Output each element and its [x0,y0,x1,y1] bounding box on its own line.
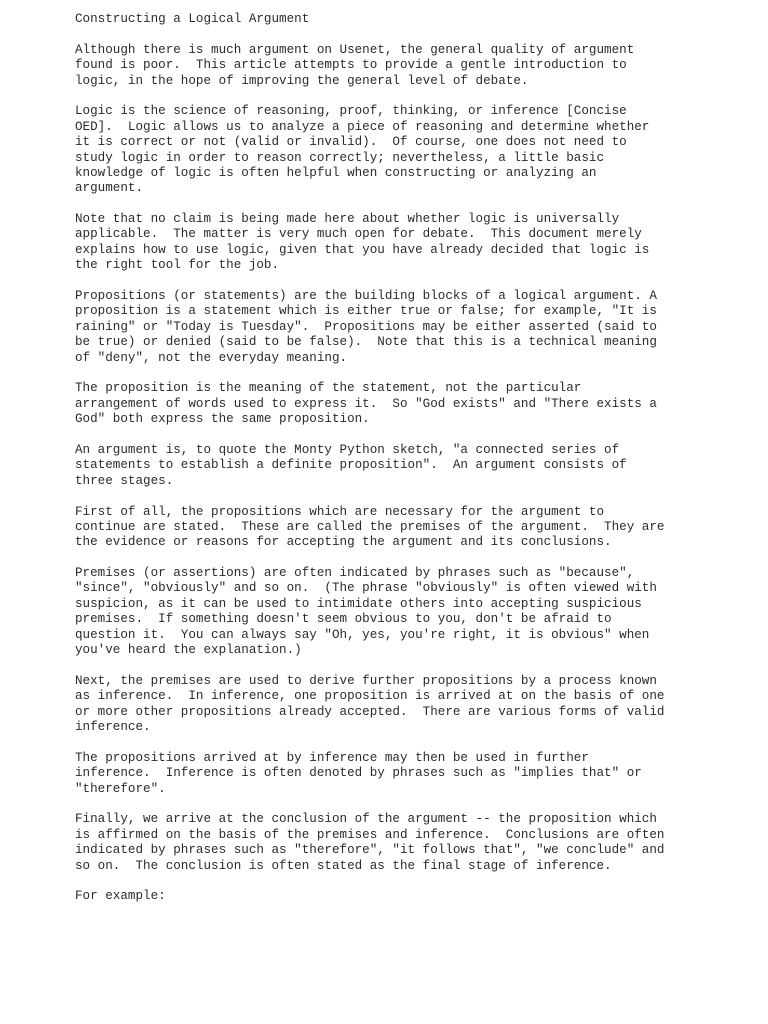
text-line: premises. If something doesn't seem obvious to you, don't be afraid to [75,612,612,627]
document-body [75,43,735,905]
paragraph [75,381,735,427]
paragraph [75,212,735,274]
paragraph [75,43,735,89]
text-line: proposition is a statement which is either true or false; for example, "It is [75,304,657,319]
text-line: of "deny", not the everyday meaning. [75,350,348,365]
text-line: applicable. The matter is very much open for debate. This document merely [75,227,642,242]
paragraph [75,104,735,196]
text-line: Logic is the science of reasoning, proof, thinking, or inference [Concise [75,104,627,119]
text-line: three stages. [75,473,174,488]
text-line: inference. Inference is often denoted by phrases such as "implies that" or [75,766,642,781]
paragraph [75,505,735,551]
paragraph [75,289,735,366]
text-line: continue are stated. These are called the premises of the argument. They are [75,519,665,534]
text-line: is affirmed on the basis of the premises and inference. Conclusions are often [75,827,665,842]
text-line: Finally, we arrive at the conclusion of the argument -- the proposition which [75,812,657,827]
text-line: as inference. In inference, one proposition is arrived at on the basis of one [75,689,665,704]
paragraph [75,889,735,904]
text-line: The proposition is the meaning of the statement, not the particular [75,381,582,396]
text-line: argument. [75,181,144,196]
text-line: arrangement of words used to express it. So "God exists" and "There exists a [75,396,657,411]
text-line: OED]. Logic allows us to analyze a piece of reasoning and determine whether [75,119,650,134]
document-page [75,12,735,920]
text-line: study logic in order to reason correctly; nevertheless, a little basic [75,150,605,165]
text-line: explains how to use logic, given that you have already decided that logic is [75,242,650,257]
text-line: statements to establish a definite proposition". An argument consists of [75,458,627,473]
text-line: knowledge of logic is often helpful when constructing or analyzing an [75,165,597,180]
text-line: The propositions arrived at by inference may then be used in further [75,750,589,765]
text-line: Propositions (or statements) are the building blocks of a logical argument. A [75,289,657,304]
text-line: Premises (or assertions) are often indicated by phrases such as "because", [75,566,635,581]
text-line: indicated by phrases such as "therefore", "it follows that", "we conclude" and [75,843,665,858]
text-line: the right tool for the job. [75,258,280,273]
text-line: Although there is much argument on Usenet, the general quality of argument [75,42,635,57]
paragraph [75,674,735,736]
text-line: First of all, the propositions which are necessary for the argument to [75,504,605,519]
text-line: An argument is, to quote the Monty Python sketch, "a connected series of [75,442,620,457]
text-line: inference. [75,719,151,734]
text-line: Next, the premises are used to derive further propositions by a process known [75,673,657,688]
text-line: so on. The conclusion is often stated as the final stage of inference. [75,858,612,873]
text-line: or more other propositions already accepted. There are various forms of valid [75,704,665,719]
text-line: you've heard the explanation.) [75,643,302,658]
paragraph [75,443,735,489]
text-line: raining" or "Today is Tuesday". Propositions may be either asserted (said to [75,319,657,334]
text-line: it is correct or not (valid or invalid). Of course, one does not need to [75,135,627,150]
text-line: suspicion, as it can be used to intimidate others into accepting suspicious [75,596,642,611]
text-line: be true) or denied (said to be false). Note that this is a technical meaning [75,335,657,350]
text-line: Note that no claim is being made here about whether logic is universally [75,212,620,227]
paragraph [75,566,735,658]
text-line: For example: [75,889,166,904]
document-title: Constructing a Logical Argument [75,12,310,26]
text-line: "since", "obviously" and so on. (The phrase "obviously" is often viewed with [75,581,657,596]
text-line: God" both express the same proposition. [75,412,370,427]
text-line: logic, in the hope of improving the general level of debate. [75,73,529,88]
text-line: the evidence or reasons for accepting the argument and its conclusions. [75,535,612,550]
text-line: question it. You can always say "Oh, yes, you're right, it is obvious" when [75,627,650,642]
paragraph [75,751,735,797]
text-line: "therefore". [75,781,166,796]
paragraph [75,812,735,874]
text-line: found is poor. This article attempts to provide a gentle introduction to [75,58,627,73]
